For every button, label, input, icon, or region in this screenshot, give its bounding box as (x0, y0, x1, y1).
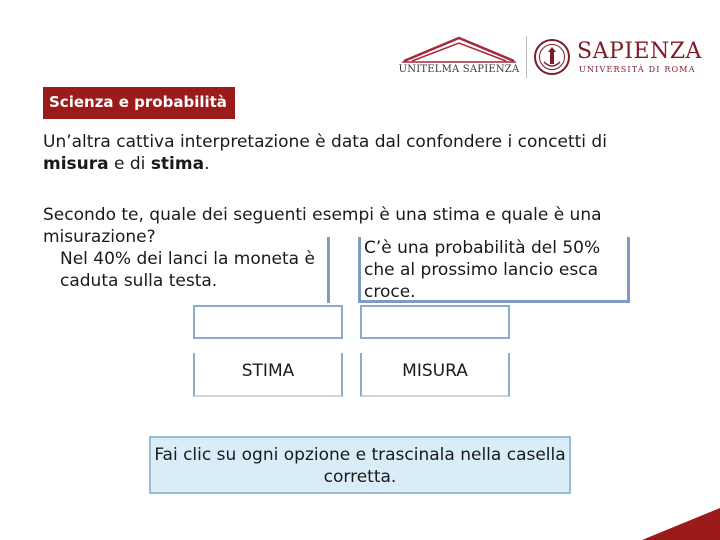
question-text: Secondo te, quale dei seguenti esempi è una stima e quale è una misurazione? (43, 205, 602, 247)
drop-slot-misura[interactable] (360, 305, 510, 339)
unitelma-logo (398, 34, 520, 80)
instruction-box: Fai clic su ogni opzione e trascinala nella casella corretta. (149, 436, 571, 494)
drop-slot-stima[interactable] (193, 305, 343, 339)
section-tag: Scienza e probabilità (43, 87, 235, 119)
category-misura: MISURA (360, 353, 510, 397)
intro-text-middle: e di (108, 154, 151, 174)
intro-text-after: . (204, 154, 210, 174)
sapienza-logo (531, 34, 701, 80)
corner-triangle (642, 508, 720, 540)
logo-divider (526, 36, 527, 78)
intro-text (43, 131, 623, 175)
draggable-option-2[interactable]: C’è una probabilità del 50% che al prossimo lancio esca croce. (358, 237, 630, 303)
unitelma-logo-text: UNITELMA SAPIENZA (398, 64, 520, 75)
category-stima: STIMA (193, 353, 343, 397)
sapienza-name: SAPIENZA (577, 39, 702, 64)
unitelma-roof-icon (398, 34, 520, 64)
sapienza-seal-icon (533, 38, 571, 76)
term-stima: stima (150, 154, 205, 174)
intro-text-before: Un’altra cattiva interpretazione è data dal confondere i concetti di (43, 132, 607, 152)
draggable-option-1[interactable]: Nel 40% dei lanci la moneta è caduta sulla testa. (60, 237, 330, 303)
sapienza-subtitle: UNIVERSITÀ DI ROMA (579, 65, 696, 74)
term-misura: misura (43, 154, 109, 174)
